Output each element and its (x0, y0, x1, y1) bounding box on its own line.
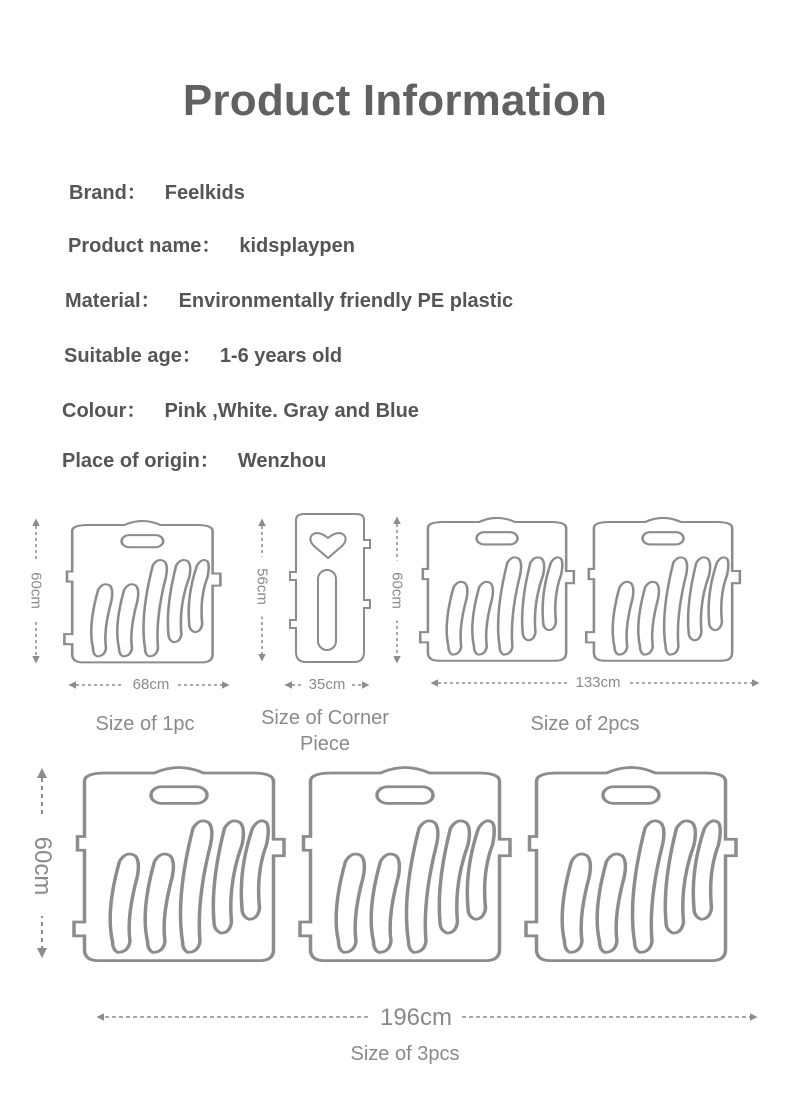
dim-height-corner: 56cm (254, 557, 271, 617)
dim-height-3pcs: 60cm (28, 816, 56, 916)
info-label: Brand： (69, 182, 147, 204)
info-value: Feelkids (164, 182, 245, 204)
caption-2pcs: Size of 2pcs (530, 713, 640, 735)
caption-3pcs: Size of 3pcs (350, 1043, 460, 1065)
caption-corner-line1: Size of Corner (261, 707, 389, 729)
panels-2pcs (420, 518, 740, 661)
info-value: Wenzhou (237, 450, 327, 472)
caption-corner (245, 705, 405, 757)
caption-corner-line2: Piece (299, 733, 351, 755)
dim-width-corner: 35cm (304, 676, 350, 693)
info-label: Place of origin： (62, 450, 220, 472)
info-label: Suitable age： (64, 345, 202, 367)
info-value: Pink ,White. Gray and Blue (164, 400, 419, 422)
info-label: Product name： (68, 235, 222, 257)
dim-height-2pcs: 60cm (389, 561, 406, 621)
page-title: Product Information (182, 76, 608, 125)
info-value: kidsplaypen (239, 235, 355, 257)
dim-height-1pc: 60cm (28, 561, 45, 621)
info-value: Environmentally friendly PE plastic (178, 290, 514, 312)
caption-1pc: Size of 1pc (95, 713, 195, 735)
info-value: 1-6 years old (219, 345, 343, 367)
info-label: Material： (65, 290, 161, 312)
dim-width-2pcs: 133cm (568, 674, 628, 691)
info-label: Colour： (62, 400, 147, 422)
dim-width-3pcs: 196cm (370, 1004, 462, 1032)
dim-width-1pc: 68cm (124, 676, 178, 693)
panel-1pc (64, 521, 220, 662)
panels-3pcs (74, 767, 736, 960)
corner-piece (290, 514, 370, 662)
